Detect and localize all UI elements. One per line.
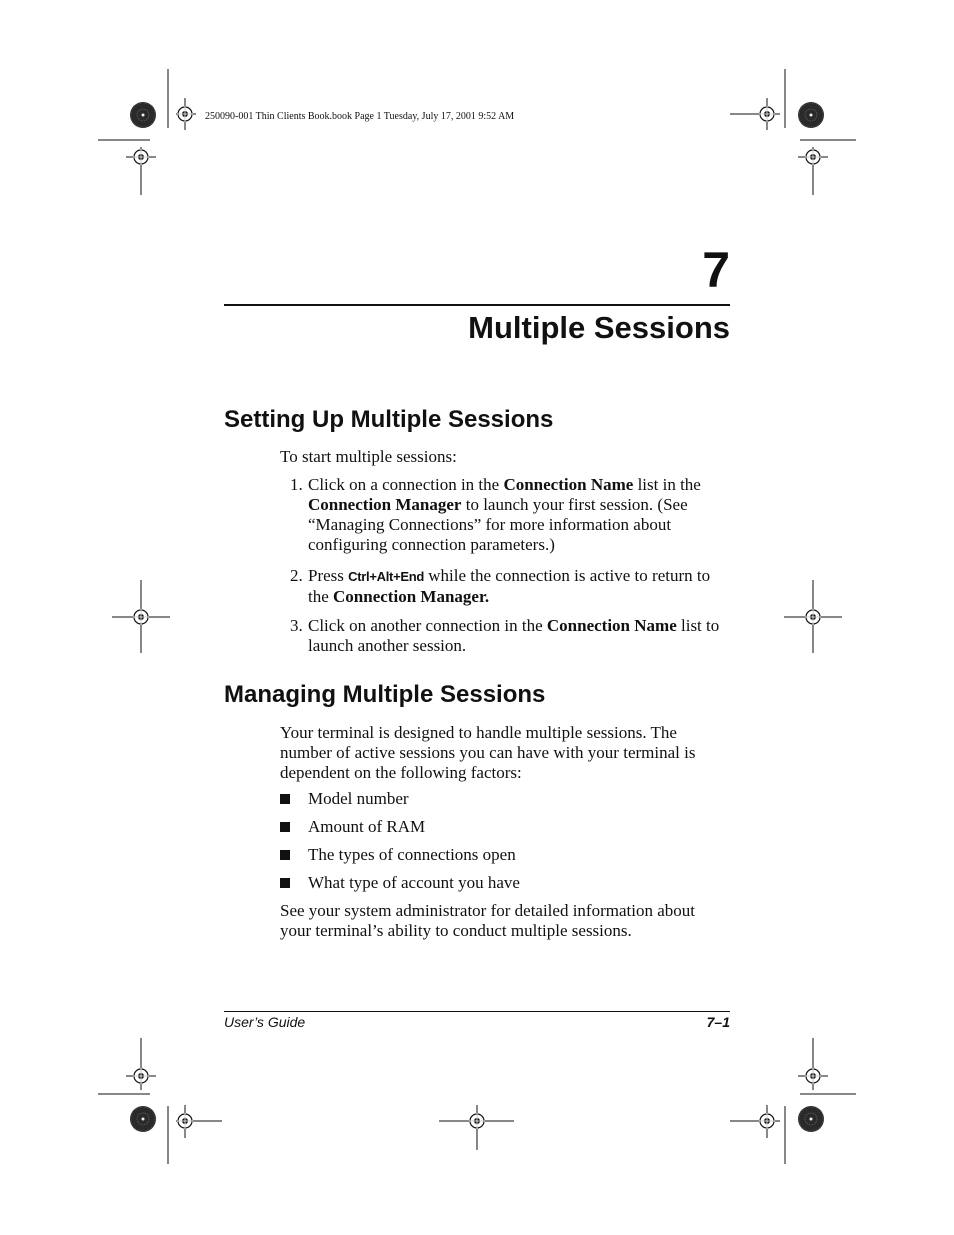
list-item-step-1: 1. Click on a connection in the Connection Name list in the Connection Manager to launch your first session. (See “Managing Connections” for more information about configuring connection parameters.) — [290, 475, 701, 554]
star-target-mark — [130, 1106, 156, 1132]
bullet-square-icon — [280, 794, 290, 804]
registration-mark — [112, 580, 170, 653]
print-info-line: 250090-001 Thin Clients Book.book Page 1 Tuesday, July 17, 2001 9:52 AM — [205, 111, 515, 122]
registration-mark — [730, 1105, 785, 1164]
ui-term-connection-manager: Connection Manager — [308, 495, 462, 514]
registration-mark — [98, 1038, 156, 1094]
bullet-square-icon — [280, 850, 290, 860]
registration-mark — [439, 1105, 514, 1150]
bullet-square-icon — [280, 822, 290, 832]
chapter-title: Multiple Sessions — [468, 310, 730, 345]
bullet-item: Model number — [280, 789, 730, 809]
bullet-item: What type of account you have — [280, 873, 730, 893]
page-number: 7–1 — [706, 1014, 730, 1030]
ui-term-connection-name: Connection Name — [546, 616, 677, 635]
star-target-mark — [798, 102, 824, 128]
registration-mark — [798, 1038, 856, 1094]
registration-mark — [168, 1105, 222, 1164]
section-heading-setting-up: Setting Up Multiple Sessions — [224, 406, 554, 433]
chapter-rule — [224, 304, 730, 306]
step-number: 2. — [290, 566, 303, 585]
star-target-mark — [798, 1106, 824, 1132]
registration-mark — [730, 69, 785, 130]
closing-paragraph: See your system administrator for detailed information about your terminal’s ability to conduct multiple sessions. — [280, 901, 695, 940]
registration-mark — [98, 140, 156, 195]
list-item-step-2: 2. Press Ctrl+Alt+End while the connection is active to return to the Connection Manager. — [290, 566, 711, 606]
section-heading-managing: Managing Multiple Sessions — [224, 681, 546, 708]
bullet-item: Amount of RAM — [280, 817, 730, 837]
ui-term-connection-name: Connection Name — [503, 475, 634, 494]
chapter-number: 7 — [702, 242, 730, 298]
step-number: 3. — [290, 616, 303, 635]
star-target-mark — [130, 102, 156, 128]
section-intro: To start multiple sessions: — [280, 447, 457, 466]
footer-guide-title: User’s Guide — [224, 1014, 306, 1030]
bullet-item: The types of connections open — [280, 845, 730, 865]
section-intro: Your terminal is designed to handle multiple sessions. The number of active sessions you can have with your terminal is dependent on the following factors: — [280, 723, 696, 782]
bullet-square-icon — [280, 878, 290, 888]
footer-rule — [224, 1011, 730, 1012]
list-item-step-3: 3. Click on another connection in the Connection Name list to launch another session. — [290, 616, 720, 655]
step-number: 1. — [290, 475, 303, 494]
ui-term-connection-manager: Connection Manager. — [333, 587, 490, 606]
registration-mark — [798, 140, 856, 195]
keyboard-shortcut: Ctrl+Alt+End — [348, 569, 425, 584]
registration-mark — [784, 580, 842, 653]
registration-mark — [168, 69, 196, 130]
